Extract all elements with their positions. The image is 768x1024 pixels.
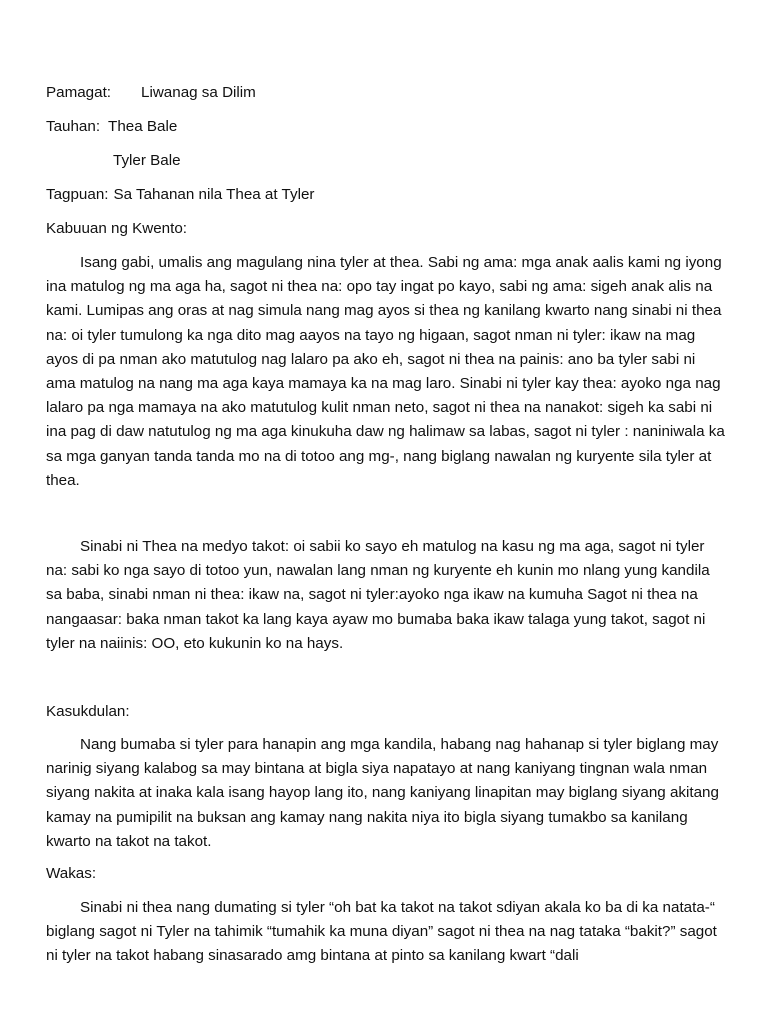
kabuuan-heading: Kabuuan ng Kwento: [46,220,188,237]
tauhan-line-2 [113,151,181,171]
kasukdulan-heading: Kasukdulan: [46,703,130,720]
tauhan-value-2: Tyler Bale [113,152,181,169]
kasukdulan-paragraph: Nang bumaba si tyler para hanapin ang mga kandila, habang nag hahanap si tyler biglang may narinig siyang kalabog sa may bintana at bigla siya napatayo at nang kaniyang tingnan wala nman siyang nakita at inaka kala isang hayop lang ito, nang kaniyang linapitan may biglang siyang akitang kamay na pumipilit na buksan ang kamay nang nakita niya ito bigla siyang tumakbo sa kanilang kwarto na takot na takot. [46,736,719,850]
wakas-heading: Wakas: [46,865,97,882]
pamagat-value: Liwanag sa Dilim [141,84,256,101]
tagpuan-value: Sa Tahanan nila Thea at Tyler [113,186,315,203]
kabuuan-paragraph-2: Sinabi ni Thea na medyo takot: oi sabii ko sayo eh matulog na kasu ng ma aga, sagot ni tyler na: sabi ko nga sayo di totoo yun, nawalan lang nman ng kuryente eh kunin mo nlang yung kandila sa baba, sinabi nman ni thea: ikaw na, sagot ni tyler:ayoko nga ikaw na kumuha Sagot ni thea na nangaasar: baka nman takot ka lang kaya ayaw mo bumaba baka ikaw talaga yung takot, sagot ni tyler na naiinis: OO, eto kukunin ko na hays. [46,538,710,652]
wakas-paragraph: Sinabi ni thea nang dumating si tyler “oh bat ka takot na takot sdiyan akala ko ba di ka natata-“ biglang sagot ni Tyler na tahimik “tumahik ka muna diyan” sagot ni thea na nag tataka “bakit?” sagot ni tyler na takot habang sinasarado amg bintana at pinto sa kanilang kwart “dali [46,899,717,965]
title-line [46,83,256,103]
tauhan-label: Tauhan: [46,118,101,135]
pamagat-label: Pamagat: [46,84,112,101]
tagpuan-label: Tagpuan: [46,186,109,203]
kabuuan-paragraph-1: Isang gabi, umalis ang magulang nina tyler at thea. Sabi ng ama: mga anak aalis kami ng iyong ina matulog ng ma aga ha, sagot ni thea na: opo tay ingat po kayo, sabi ng ama: sigeh anak alis na kami. Lumipas ang oras at nag simula nang mag ayos si thea ng kanilang kwarto nang sinabi ni thea na: oi tyler tumulong ka nga dito mag aayos na tayo ng higaan, sagot nman ni tyler: ikaw na mag ayos di pa nman ako matutulog nag lalaro pa ako eh, sagot ni thea na painis: ano ba tyler sabi ni ama matulog na nang ma aga kaya mamaya ka na mag laro. Sinabi ni tyler kay thea: ayoko nga nag lalaro pa nga mamaya na ako matutulog kulit nman neto, sagot ni thea na nanakot: sigeh ka sabi ni ina pag di daw natutulog ng ma aga kinukuha daw ng halimaw sa labas, sagot ni tyler : naniniwala ka sa mga ganyan tanda tanda mo na di totoo ang mg-, nang biglang nawalan ng kuryente sila tyler at thea. [46,254,725,489]
tauhan-line [46,117,177,137]
tagpuan-line [46,185,314,205]
tauhan-value-1: Thea Bale [108,118,178,135]
